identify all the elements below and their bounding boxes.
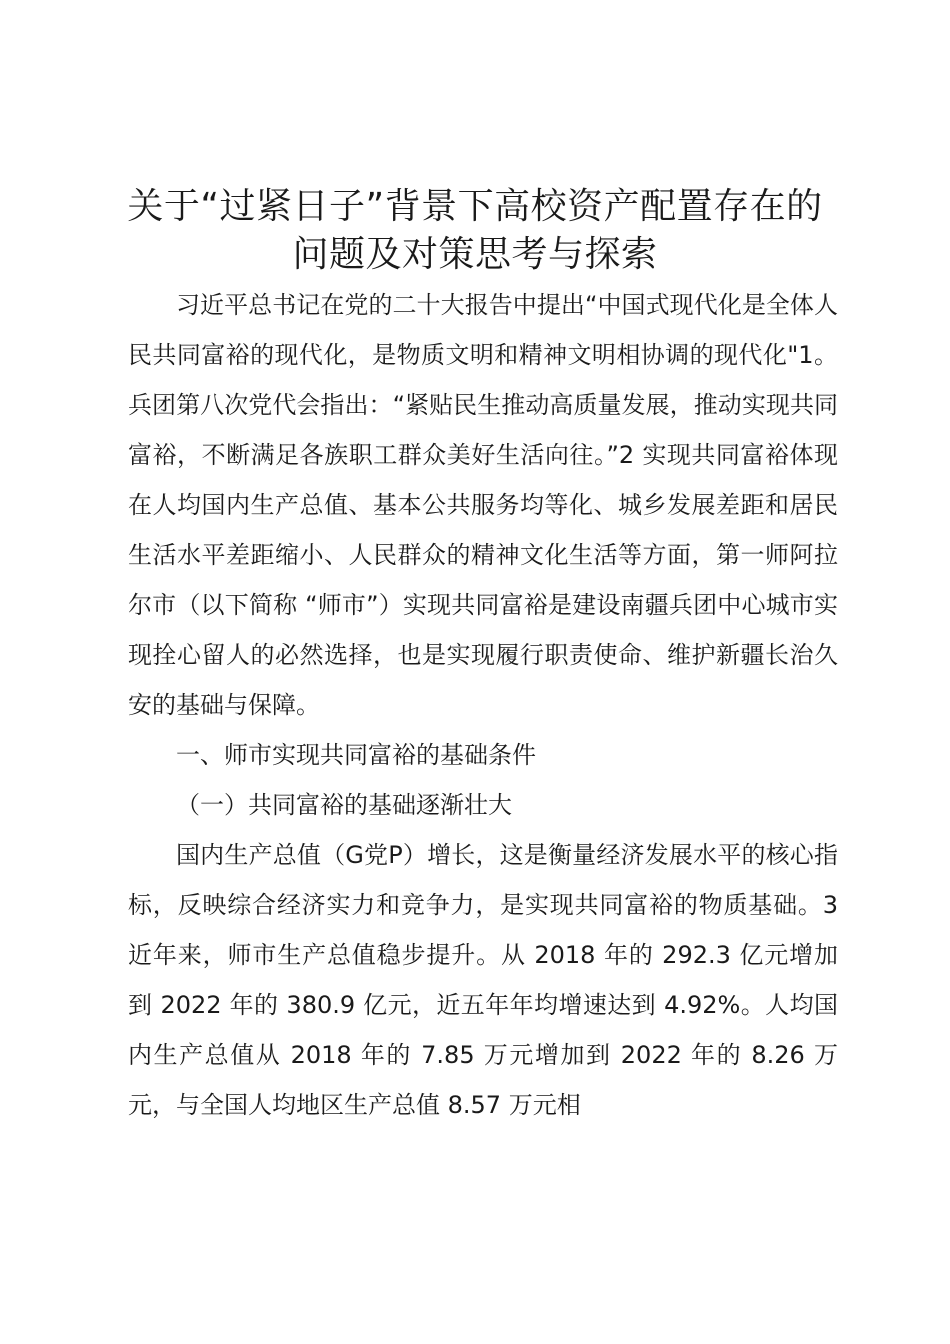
subsection-heading-1: （一）共同富裕的基础逐渐壮大 — [176, 791, 512, 819]
paragraph-gdp: 国内生产总值（G党P）增长，这是衡量经济发展水平的核心指标，反映综合经济实力和竞争力，是实现共同富裕的物质基础。3 近年来，师市生产总值稳步提升。从 2018 年的 292.3 亿元增加到 2022 年的 380.9 亿元，近五年年均增速达到 4.92%。人均国内生产总值从 2018 年的 7.85 万元增加到 2022 年的 8.26 万元，与全国人均地区生产总值 8.57 万元相 — [128, 841, 838, 1119]
paragraph-intro: 习近平总书记在党的二十大报告中提出“中国式现代化是全体人民共同富裕的现代化，是物质文明和精神文明相协调的现代化"1。兵团第八次党代会指出：“紧贴民生推动高质量发展，推动实现共同富裕，不断满足各族职工群众美好生活向往。”2 实现共同富裕体现在人均国内生产总值、基本公共服务均等化、城乡发展差距和居民生活水平差距缩小、人民群众的精神文化生活等方面，第一师阿拉尔市（以下简称 “师市”）实现共同富裕是建设南疆兵团中心城市实现拴心留人的必然选择，也是实现履行职责使命、维护新疆长治久安的基础与保障。 — [128, 291, 838, 719]
title-line-2: 问题及对策思考与探索 — [292, 234, 658, 275]
section-heading-1: 一、师市实现共同富裕的基础条件 — [176, 741, 536, 769]
title-line-1: 关于“过紧日子”背景下高校资产配置存在的 — [127, 186, 823, 227]
document-title — [100, 183, 850, 279]
document-body — [128, 280, 838, 1130]
